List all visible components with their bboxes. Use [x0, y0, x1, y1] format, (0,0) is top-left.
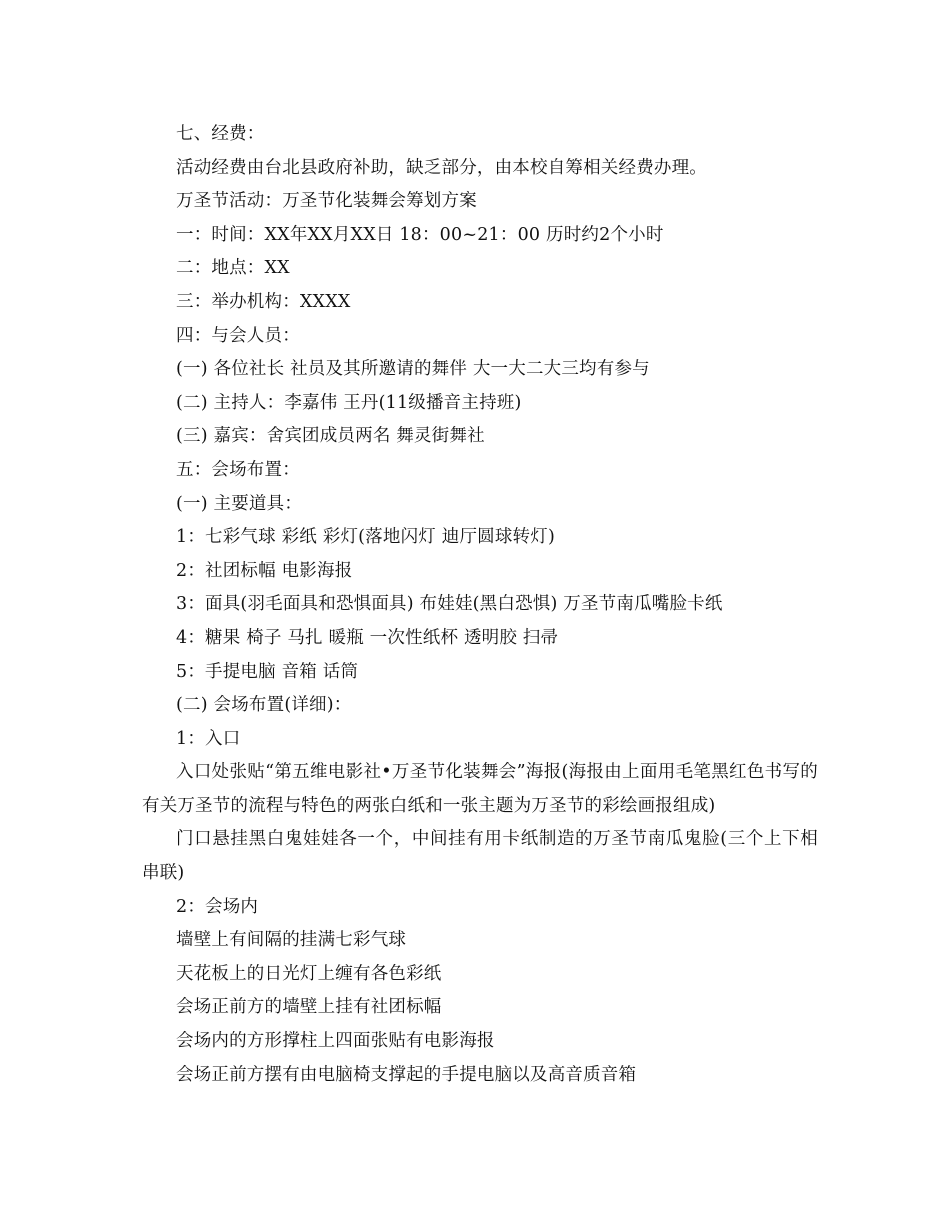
paragraph: 5：手提电脑 音箱 话筒	[176, 661, 359, 682]
paragraph: (二) 会场布置(详细)：	[176, 695, 352, 716]
paragraph: 入口处张贴“第五维电影社•万圣节化装舞会”海报(海报由上面用毛笔黑红色书写的有关万圣节的流程与特色的两张白纸和一张主题为万圣节的彩绘画报组成)	[142, 762, 818, 816]
paragraph: 墙壁上有间隔的挂满七彩气球	[176, 930, 407, 951]
paragraph: 七、经费：	[176, 124, 265, 144]
paragraph: 天花板上的日光灯上缠有各色彩纸	[176, 963, 442, 984]
document-body	[142, 118, 818, 1092]
paragraph: (三) 嘉宾：舍宾团成员两名 舞灵街舞社	[176, 426, 485, 447]
paragraph: 2：会场内	[176, 896, 259, 917]
paragraph: 3：面具(羽毛面具和恐惧面具) 布娃娃(黑白恐惧) 万圣节南瓜嘴脸卡纸	[176, 594, 723, 615]
paragraph: 会场内的方形撑柱上四面张贴有电影海报	[176, 1031, 495, 1052]
paragraph: 三：举办机构：XXXX	[176, 291, 351, 312]
paragraph: 活动经费由台北县政府补助，缺乏部分，由本校自筹相关经费办理。	[176, 157, 707, 178]
paragraph: 4：糖果 椅子 马扎 暖瓶 一次性纸杯 透明胶 扫帚	[176, 627, 559, 648]
paragraph: (二) 主持人：李嘉伟 王丹(11级播音主持班)	[176, 392, 522, 413]
paragraph: 门口悬挂黑白鬼娃娃各一个，中间挂有用卡纸制造的万圣节南瓜鬼脸(三个上下相串联)	[142, 829, 818, 884]
paragraph: 会场正前方的墙壁上挂有社团标幅	[176, 997, 442, 1018]
paragraph: 四：与会人员：	[176, 325, 300, 346]
paragraph: (一) 主要道具：	[176, 493, 303, 514]
paragraph: 1：七彩气球 彩纸 彩灯(落地闪灯 迪厅圆球转灯)	[176, 527, 555, 548]
paragraph: 1：入口	[176, 728, 241, 749]
paragraph: 五：会场布置：	[176, 459, 300, 480]
paragraph: 2：社团标幅 电影海报	[176, 560, 353, 581]
paragraph: 一：时间：XX年XX月XX日 18：00~21：00 历时约2个小时	[176, 224, 664, 245]
paragraph: 万圣节活动：万圣节化装舞会筹划方案	[176, 191, 477, 212]
paragraph: 会场正前方摆有由电脑椅支撑起的手提电脑以及高音质音箱	[176, 1064, 637, 1085]
paragraph: 二：地点：XX	[176, 258, 290, 279]
paragraph: (一) 各位社长 社员及其所邀请的舞伴 大一大二大三均有参与	[176, 359, 650, 380]
